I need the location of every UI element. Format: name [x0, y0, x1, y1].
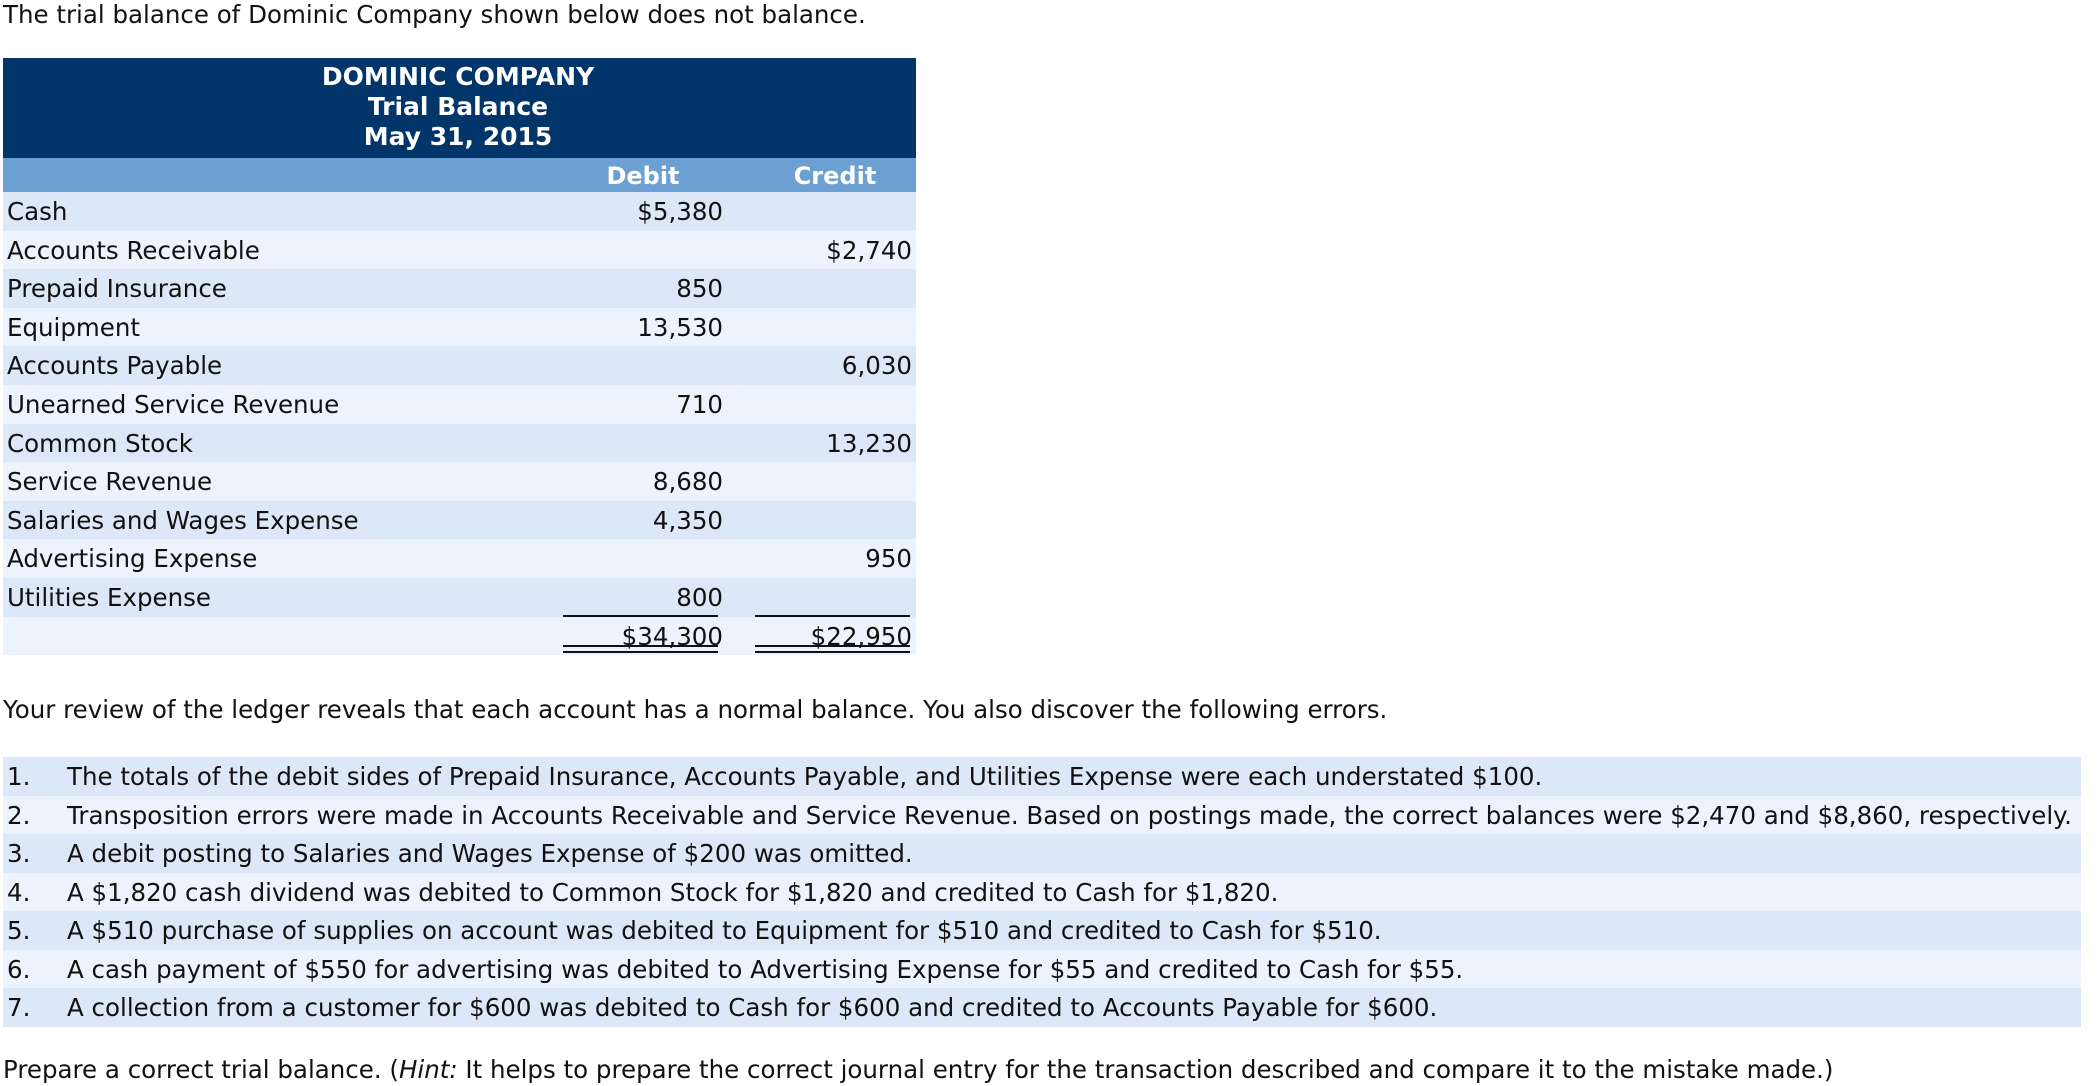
- item-text: A debit posting to Salaries and Wages Expense of $200 was omitted.: [67, 839, 913, 868]
- item-number: 5.: [7, 916, 31, 945]
- debit-double-rule: [563, 645, 718, 653]
- item-number: 1.: [7, 762, 31, 791]
- credit-column-header: Credit: [793, 162, 877, 190]
- item-number: 3.: [7, 839, 31, 868]
- list-item: [3, 873, 2081, 912]
- debit-amount: 4,350: [652, 505, 723, 535]
- list-item: [3, 911, 2081, 950]
- item-text: A $1,820 cash dividend was debited to Common Stock for $1,820 and credited to Cash for $1,820.: [67, 877, 1279, 907]
- item-text: A cash payment of $550 for advertising was debited to Advertising Expense for $55 and credited to Cash for $55.: [67, 954, 1464, 984]
- table-row: [3, 346, 916, 385]
- account-name: Accounts Receivable: [7, 235, 260, 265]
- list-item: [3, 757, 2081, 796]
- statement-date: May 31, 2015: [363, 122, 553, 151]
- account-name: Equipment: [7, 312, 140, 342]
- account-name: Service Revenue: [7, 467, 213, 497]
- review-text: Your review of the ledger reveals that each account has a normal balance. You also discover the following errors.: [3, 695, 1388, 724]
- credit-double-rule: [755, 645, 910, 653]
- account-name: Salaries and Wages Expense: [7, 505, 359, 535]
- company-name: DOMINIC COMPANY: [321, 62, 595, 91]
- credit-total: $22,950: [810, 621, 912, 651]
- item-text: Transposition errors were made in Accounts Receivable and Service Revenue. Based on postings made, the correct balances were $2,470 and $8,860, respectively.: [67, 800, 2072, 830]
- intro-text: The trial balance of Dominic Company shown below does not balance.: [3, 0, 866, 29]
- trial-balance-table: [3, 58, 916, 655]
- trial-balance-header: [3, 58, 916, 158]
- table-row: [3, 539, 916, 578]
- debit-amount: $5,380: [637, 197, 723, 226]
- item-number: 4.: [7, 877, 31, 907]
- account-name: Prepaid Insurance: [7, 274, 227, 304]
- table-row: [3, 501, 916, 540]
- table-row: [3, 269, 916, 308]
- table-row: [3, 308, 916, 347]
- table-row: [3, 462, 916, 501]
- credit-amount: $2,740: [826, 235, 912, 265]
- instruction-lead: Prepare a correct trial balance. (: [3, 1055, 399, 1084]
- item-text: A collection from a customer for $600 was debited to Cash for $600 and credited to Accounts Payable for $600.: [67, 993, 1438, 1022]
- debit-amount: 13,530: [637, 312, 723, 342]
- table-row: [3, 385, 916, 424]
- debit-amount: 8,680: [652, 467, 723, 497]
- table-row: [3, 578, 916, 617]
- errors-list: [3, 757, 2081, 1027]
- credit-amount: 13,230: [826, 428, 912, 458]
- list-item: [3, 796, 2081, 835]
- table-row: [3, 231, 916, 270]
- debit-column-header: Debit: [606, 162, 680, 190]
- column-headers: [3, 158, 916, 192]
- list-item: [3, 950, 2081, 989]
- list-item: [3, 988, 2081, 1027]
- credit-amount: 950: [865, 544, 912, 574]
- list-item: [3, 834, 2081, 873]
- account-name: Common Stock: [7, 428, 193, 458]
- statement-title: Trial Balance: [367, 92, 549, 121]
- item-number: 7.: [7, 993, 31, 1022]
- account-name: Cash: [7, 197, 68, 226]
- table-row: [3, 192, 916, 231]
- instruction-text: [3, 1055, 1833, 1084]
- totals-row: [3, 617, 916, 656]
- account-name: Unearned Service Revenue: [7, 389, 340, 419]
- item-text: A $510 purchase of supplies on account was debited to Equipment for $510 and credited to Cash for $510.: [67, 916, 1382, 945]
- hint-label: Hint:: [398, 1055, 458, 1084]
- trial-balance-body: [3, 192, 916, 655]
- credit-amount: 6,030: [841, 351, 912, 381]
- account-name: Accounts Payable: [7, 351, 223, 381]
- account-name: Utilities Expense: [7, 582, 211, 612]
- debit-total: $34,300: [621, 621, 723, 651]
- item-number: 6.: [7, 954, 31, 984]
- debit-amount: 850: [676, 274, 723, 304]
- table-row: [3, 424, 916, 463]
- account-name: Advertising Expense: [7, 544, 258, 574]
- debit-amount: 800: [676, 582, 723, 612]
- item-number: 2.: [7, 800, 31, 830]
- item-text: The totals of the debit sides of Prepaid Insurance, Accounts Payable, and Utilities Expense were each understated $100.: [67, 762, 1543, 791]
- hint-text: It helps to prepare the correct journal entry for the transaction described and compare it to the mistake made.): [457, 1055, 1834, 1084]
- debit-amount: 710: [676, 389, 723, 419]
